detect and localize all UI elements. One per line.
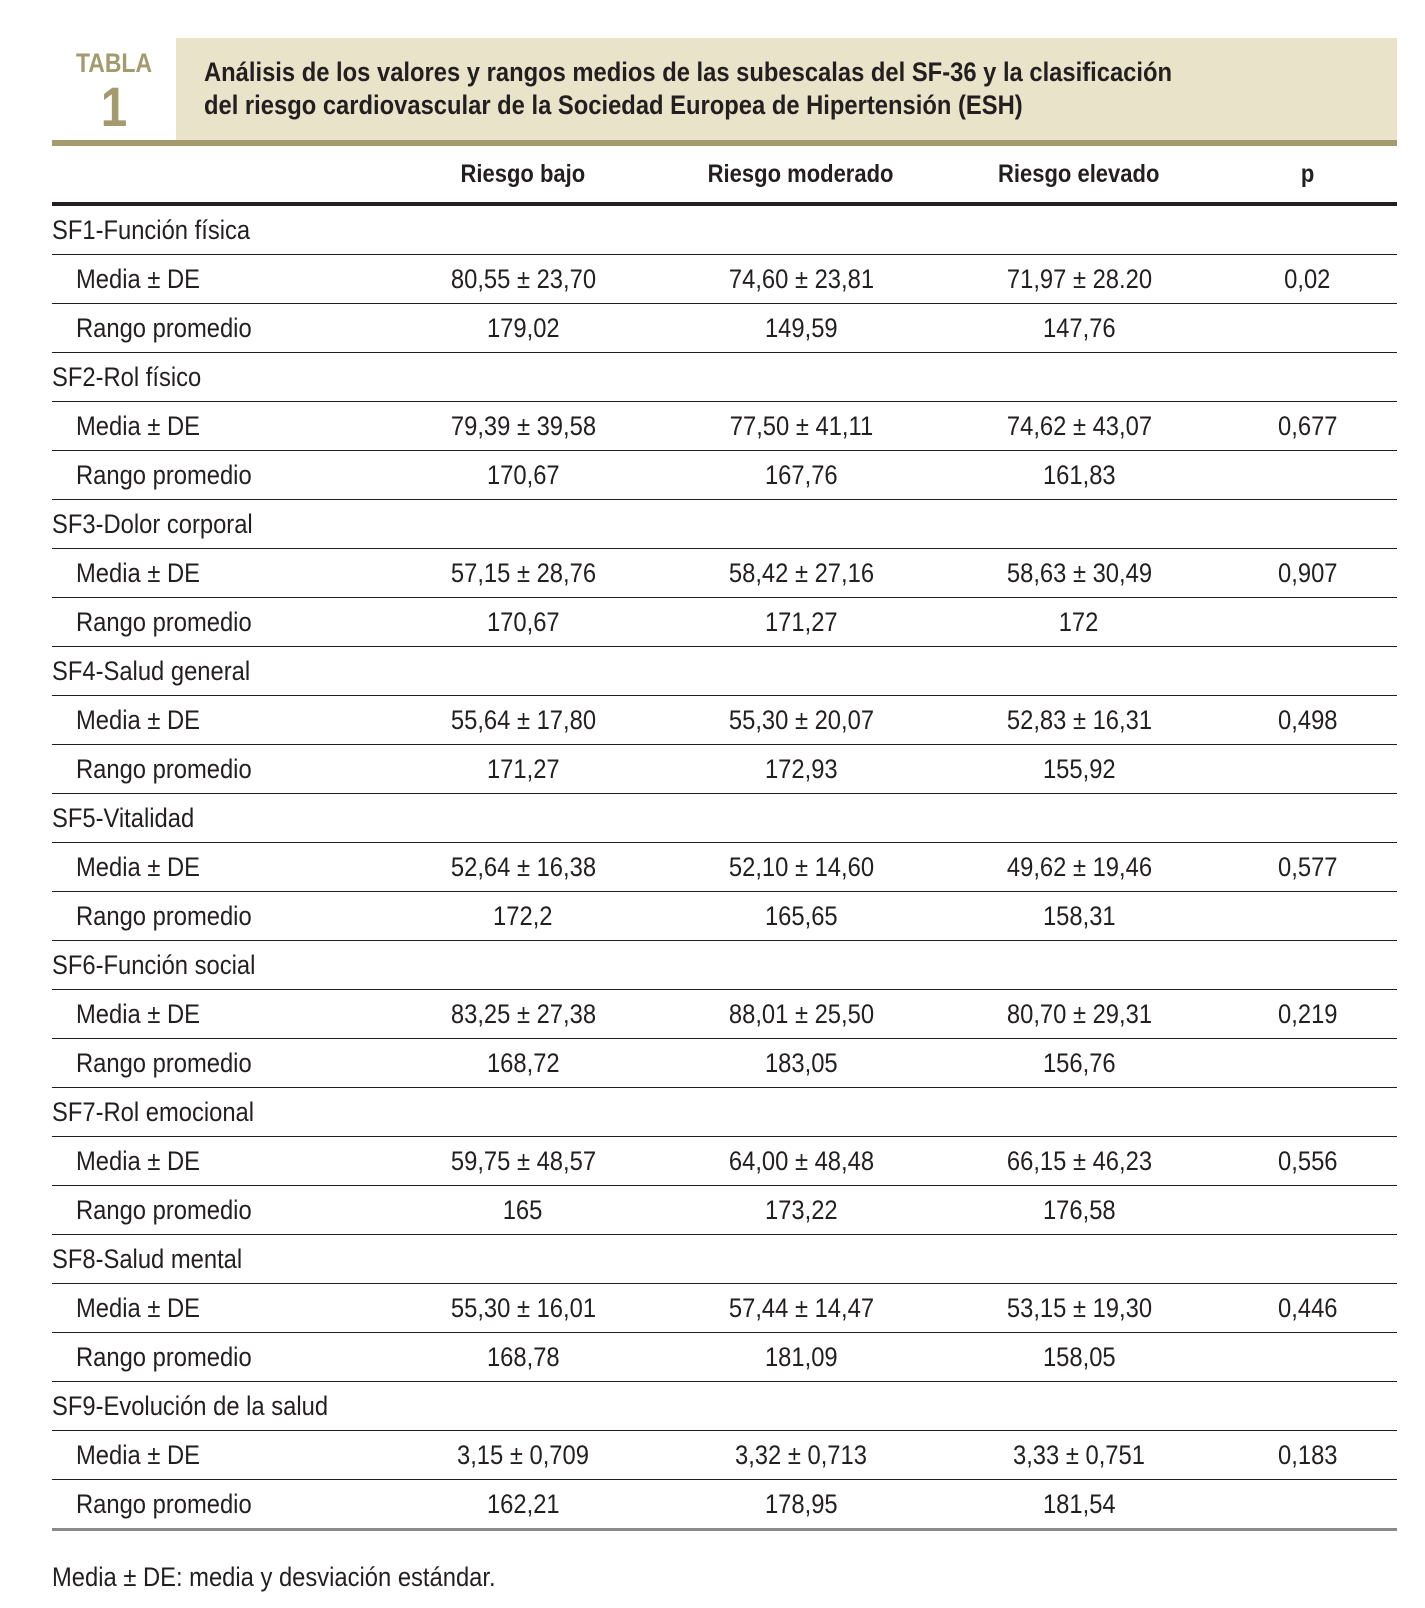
group-label: SF4-Salud general: [52, 647, 1397, 696]
group-label: SF9-Evolución de la salud: [52, 1382, 1397, 1431]
table-row: [52, 1333, 1397, 1382]
table-cell: [1218, 1480, 1397, 1530]
row-label: Rango promedio: [52, 598, 384, 647]
table-cell: 55,64 ± 17,80: [384, 696, 662, 745]
table-cell: [1218, 1186, 1397, 1235]
table-cell: 0,498: [1218, 696, 1397, 745]
group-label: SF5-Vitalidad: [52, 794, 1397, 843]
group-label: SF7-Rol emocional: [52, 1088, 1397, 1137]
table-row: [52, 598, 1397, 647]
table-cell: 147,76: [940, 304, 1218, 353]
table-cell: 171,27: [662, 598, 940, 647]
title-box: [176, 38, 1397, 140]
row-label: Rango promedio: [52, 892, 384, 941]
table-cell: 49,62 ± 19,46: [940, 843, 1218, 892]
row-label: Media ± DE: [52, 696, 384, 745]
table-row: [52, 1039, 1397, 1088]
table-cell: [1218, 304, 1397, 353]
group-row: [52, 204, 1397, 255]
table-cell: 74,62 ± 43,07: [940, 402, 1218, 451]
column-header-riesgo-bajo: Riesgo bajo: [384, 146, 662, 204]
table-cell: 0,446: [1218, 1284, 1397, 1333]
footnote: Media ± DE: media y desviación estándar.: [52, 1562, 496, 1592]
table-cell: 58,63 ± 30,49: [940, 549, 1218, 598]
table-row: [52, 892, 1397, 941]
table-cell: 171,27: [384, 745, 662, 794]
table-row: [52, 843, 1397, 892]
table-row: [52, 1186, 1397, 1235]
table-row: [52, 549, 1397, 598]
row-label: Rango promedio: [52, 304, 384, 353]
table-cell: 57,44 ± 14,47: [662, 1284, 940, 1333]
table-cell: 173,22: [662, 1186, 940, 1235]
group-row: [52, 500, 1397, 549]
table-cell: 167,76: [662, 451, 940, 500]
table-row: [52, 1137, 1397, 1186]
table-cell: 53,15 ± 19,30: [940, 1284, 1218, 1333]
table-cell: 52,10 ± 14,60: [662, 843, 940, 892]
row-label: Media ± DE: [52, 843, 384, 892]
row-label: Media ± DE: [52, 255, 384, 304]
column-header-riesgo-moderado: Riesgo moderado: [662, 146, 940, 204]
table-cell: 162,21: [384, 1480, 662, 1530]
row-label: Media ± DE: [52, 1284, 384, 1333]
table-cell: 77,50 ± 41,11: [662, 402, 940, 451]
table-cell: 165,65: [662, 892, 940, 941]
table-cell: 57,15 ± 28,76: [384, 549, 662, 598]
table-number-box: [52, 38, 176, 140]
table-row: [52, 1431, 1397, 1480]
group-row: [52, 1382, 1397, 1431]
row-label: Media ± DE: [52, 990, 384, 1039]
table-row: [52, 990, 1397, 1039]
table-cell: 158,31: [940, 892, 1218, 941]
row-label: Media ± DE: [52, 549, 384, 598]
table-title: [204, 56, 1374, 122]
table-cell: 179,02: [384, 304, 662, 353]
table-cell: 168,78: [384, 1333, 662, 1382]
table-cell: 52,64 ± 16,38: [384, 843, 662, 892]
group-row: [52, 1235, 1397, 1284]
table-cell: 156,76: [940, 1039, 1218, 1088]
table-row: [52, 1284, 1397, 1333]
row-label: Media ± DE: [52, 1431, 384, 1480]
table-cell: 0,02: [1218, 255, 1397, 304]
table-cell: 155,92: [940, 745, 1218, 794]
row-label: Rango promedio: [52, 451, 384, 500]
table-cell: 149,59: [662, 304, 940, 353]
table-cell: 165: [384, 1186, 662, 1235]
table-cell: 181,54: [940, 1480, 1218, 1530]
table-cell: 183,05: [662, 1039, 940, 1088]
table-cell: 0,907: [1218, 549, 1397, 598]
table-cell: 161,83: [940, 451, 1218, 500]
title-line-1: Análisis de los valores y rangos medios de las subescalas del SF-36 y la clasificación: [204, 57, 1172, 87]
table-row: [52, 304, 1397, 353]
table-cell: [1218, 1333, 1397, 1382]
group-label: SF2-Rol físico: [52, 353, 1397, 402]
table-cell: [1218, 745, 1397, 794]
table-cell: 172,93: [662, 745, 940, 794]
table-cell: 80,55 ± 23,70: [384, 255, 662, 304]
tabla-label: TABLA: [75, 48, 153, 78]
group-row: [52, 647, 1397, 696]
title-line-2: del riesgo cardiovascular de la Sociedad Europea de Hipertensión (ESH): [204, 90, 1023, 120]
table-cell: 158,05: [940, 1333, 1218, 1382]
table-cell: 79,39 ± 39,58: [384, 402, 662, 451]
table-cell: 71,97 ± 28.20: [940, 255, 1218, 304]
row-label: Rango promedio: [52, 1333, 384, 1382]
table-cell: 178,95: [662, 1480, 940, 1530]
table-cell: 170,67: [384, 598, 662, 647]
group-label: SF6-Función social: [52, 941, 1397, 990]
table-row: [52, 745, 1397, 794]
table-cell: 55,30 ± 20,07: [662, 696, 940, 745]
table-cell: 80,70 ± 29,31: [940, 990, 1218, 1039]
row-label: Rango promedio: [52, 1039, 384, 1088]
row-label: Media ± DE: [52, 402, 384, 451]
group-row: [52, 941, 1397, 990]
table-row: [52, 451, 1397, 500]
table-row: [52, 255, 1397, 304]
table-cell: 0,219: [1218, 990, 1397, 1039]
table-cell: 0,677: [1218, 402, 1397, 451]
table-cell: 3,33 ± 0,751: [940, 1431, 1218, 1480]
table-cell: 64,00 ± 48,48: [662, 1137, 940, 1186]
table-cell: 55,30 ± 16,01: [384, 1284, 662, 1333]
table-cell: 0,577: [1218, 843, 1397, 892]
table-cell: 66,15 ± 46,23: [940, 1137, 1218, 1186]
table-cell: 59,75 ± 48,57: [384, 1137, 662, 1186]
tabla-number: 1: [100, 75, 128, 138]
row-label: Rango promedio: [52, 1480, 384, 1530]
row-label: Media ± DE: [52, 1137, 384, 1186]
table-row: [52, 696, 1397, 745]
group-row: [52, 353, 1397, 402]
table-cell: 168,72: [384, 1039, 662, 1088]
row-label: Rango promedio: [52, 745, 384, 794]
table-header: [52, 38, 1397, 140]
table-cell: [1218, 892, 1397, 941]
table-cell: 3,15 ± 0,709: [384, 1431, 662, 1480]
table-cell: 3,32 ± 0,713: [662, 1431, 940, 1480]
table-cell: 176,58: [940, 1186, 1218, 1235]
table-cell: 88,01 ± 25,50: [662, 990, 940, 1039]
row-label: Rango promedio: [52, 1186, 384, 1235]
table-cell: 0,556: [1218, 1137, 1397, 1186]
table-row: [52, 1480, 1397, 1530]
data-table: [52, 146, 1397, 1531]
group-label: SF3-Dolor corporal: [52, 500, 1397, 549]
group-label: SF8-Salud mental: [52, 1235, 1397, 1284]
table-cell: 52,83 ± 16,31: [940, 696, 1218, 745]
table-cell: 170,67: [384, 451, 662, 500]
group-row: [52, 794, 1397, 843]
table-row: [52, 402, 1397, 451]
table-cell: [1218, 1039, 1397, 1088]
table-cell: 0,183: [1218, 1431, 1397, 1480]
table-cell: 58,42 ± 27,16: [662, 549, 940, 598]
group-row: [52, 1088, 1397, 1137]
table-cell: [1218, 451, 1397, 500]
column-header-empty: [52, 146, 384, 204]
table-cell: [1218, 598, 1397, 647]
column-header-row: [52, 146, 1397, 204]
table-cell: 172,2: [384, 892, 662, 941]
column-header-p: p: [1218, 146, 1397, 204]
table-cell: 83,25 ± 27,38: [384, 990, 662, 1039]
group-label: SF1-Función física: [52, 204, 1397, 255]
table-cell: 172: [940, 598, 1218, 647]
table-cell: 181,09: [662, 1333, 940, 1382]
table-cell: 74,60 ± 23,81: [662, 255, 940, 304]
column-header-riesgo-elevado: Riesgo elevado: [940, 146, 1218, 204]
